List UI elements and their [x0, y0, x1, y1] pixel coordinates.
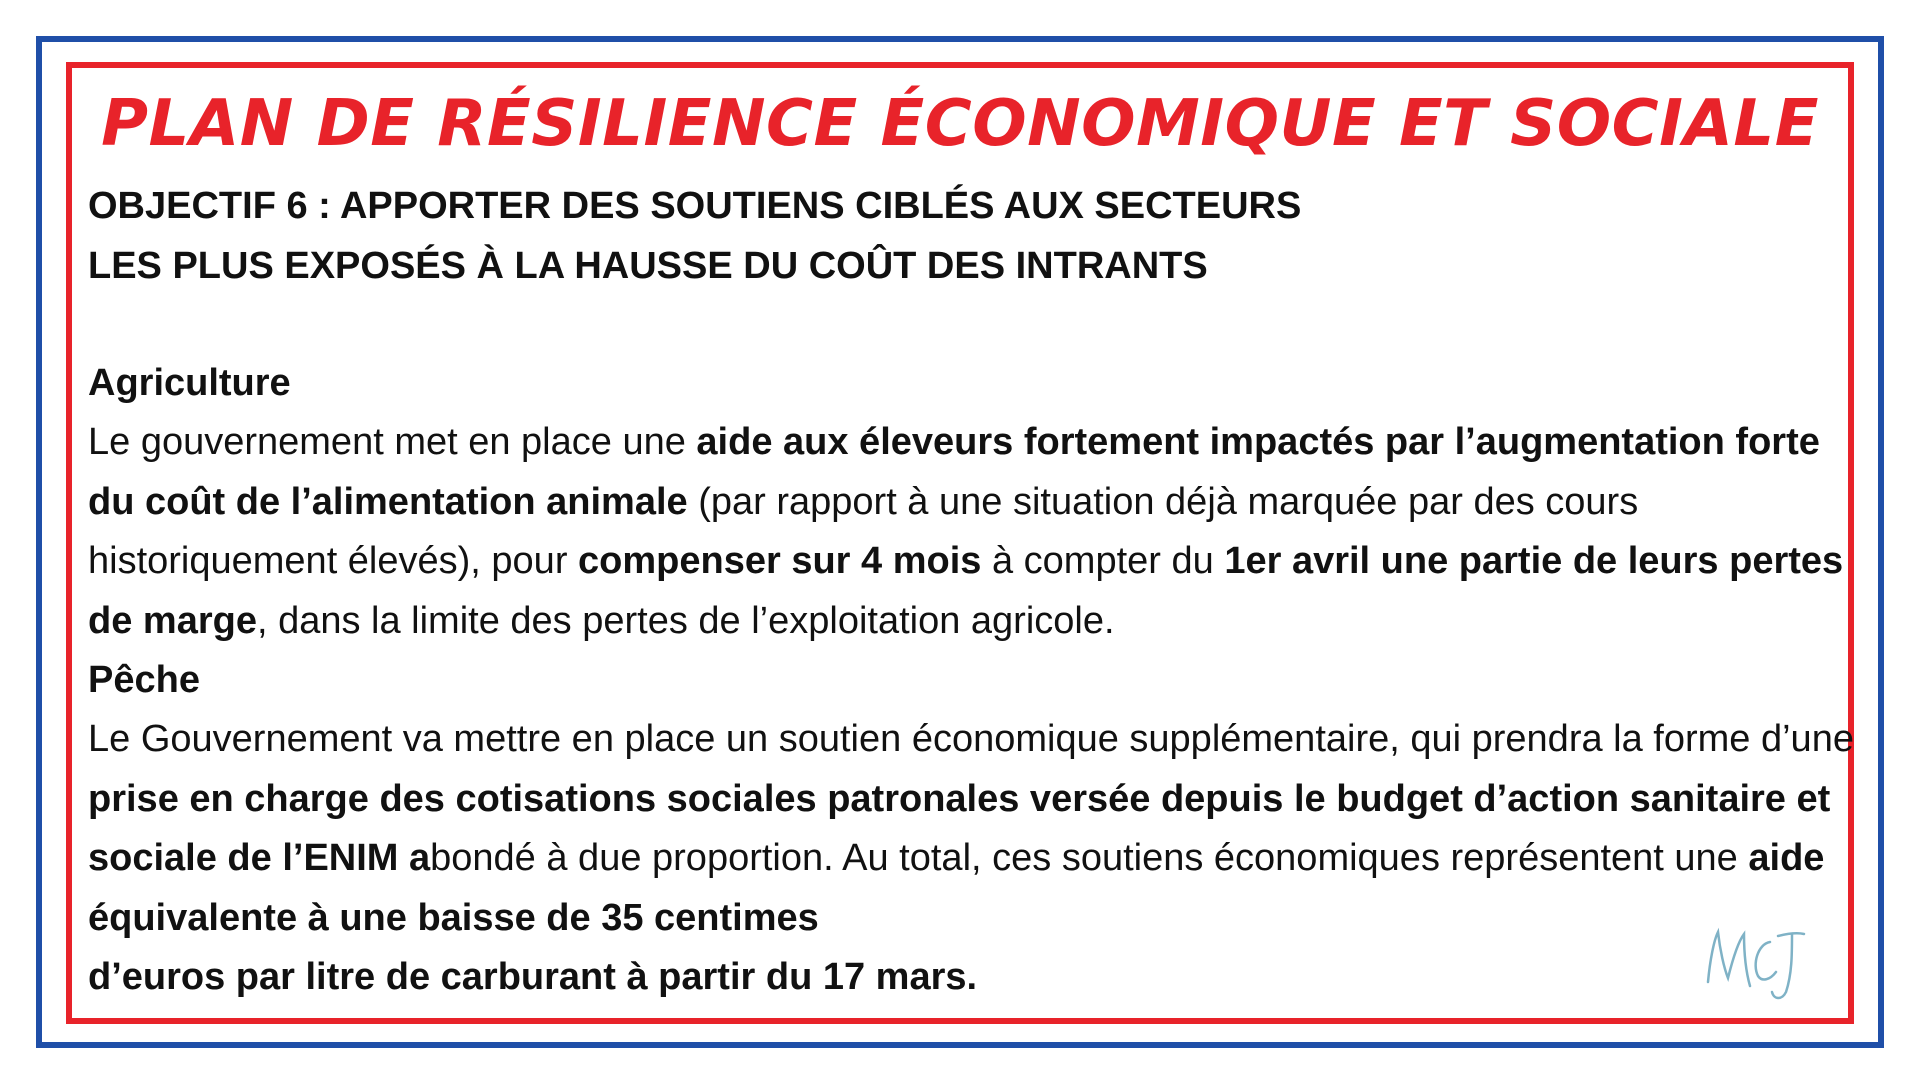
spacer [88, 296, 1856, 354]
agriculture-bold-2: compenser sur 4 mois [578, 540, 982, 582]
peche-paragraph [88, 710, 1856, 1008]
agriculture-text-4: , dans la limite des pertes de l’exploitation agricole. [256, 599, 1115, 642]
peche-text-1: Le Gouvernement va mettre en place un soutien économique supplémentaire, qui prendra la forme d’une [88, 718, 1854, 760]
peche-bold-1: prise en charge des cotisations sociales patronales versée depuis le budget d’action sanitaire et sociale de l’ENIM a [88, 777, 1831, 879]
page-title: PLAN DE RÉSILIENCE ÉCONOMIQUE ET SOCIALE [101, 87, 1819, 161]
peche-text-2: bondé à due proportion. Au total, ces soutiens économiques représentent une [430, 837, 1749, 879]
peche-bold-2: aide équivalente à une baisse de 35 centimes [88, 837, 1825, 939]
agriculture-text-2: (par rapport à une situation déjà marquée par des cours historiquement élevés), pour [88, 480, 1639, 582]
objective-heading-line-1: OBJECTIF 6 : APPORTER DES SOUTIENS CIBLÉS AUX SECTEURS [88, 185, 1302, 227]
agriculture-heading: Agriculture [88, 362, 291, 404]
agriculture-paragraph [88, 413, 1856, 651]
peche-bold-3: d’euros par litre de carburant à partir du 17 mars. [88, 956, 978, 998]
document-body [88, 176, 1856, 1008]
agriculture-bold-1: aide aux éleveurs fortement impactés par l’augmentation forte du coût de l’alimentation animale [88, 421, 1820, 523]
signature-logo [1700, 920, 1810, 1010]
agriculture-text-3: à compter du [981, 540, 1225, 582]
peche-heading: Pêche [88, 659, 200, 701]
agriculture-bold-3: 1er avril une partie de leurs pertes de marge [88, 540, 1844, 642]
objective-heading-line-2: LES PLUS EXPOSÉS À LA HAUSSE DU COÛT DES INTRANTS [88, 245, 1208, 287]
agriculture-text-1: Le gouvernement met en place une [88, 421, 697, 463]
